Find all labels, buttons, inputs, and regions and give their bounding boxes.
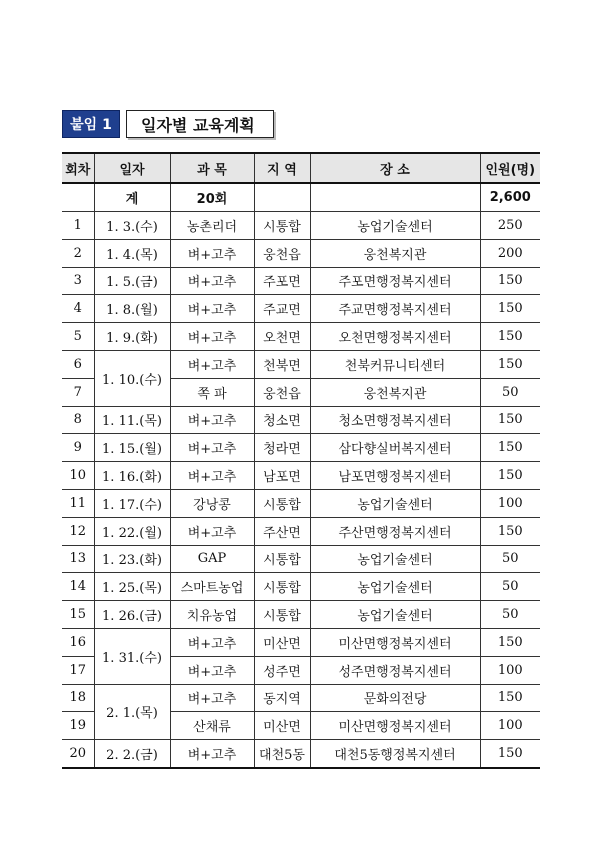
cell-region: 청소면 xyxy=(254,406,310,434)
cell-people: 150 xyxy=(480,434,540,462)
column-header-place: 장 소 xyxy=(310,153,480,183)
cell-region: 미산면 xyxy=(254,712,310,740)
cell-subject: 벼+고추 xyxy=(170,740,254,768)
cell-date: 2. 1.(목) xyxy=(94,684,170,740)
cell-region: 주포면 xyxy=(254,267,310,295)
cell-people: 100 xyxy=(480,656,540,684)
cell-people: 150 xyxy=(480,323,540,351)
table-header-row xyxy=(62,153,540,183)
cell-session-number: 7 xyxy=(62,378,94,406)
cell-people: 50 xyxy=(480,573,540,601)
cell-subject: GAP xyxy=(170,545,254,573)
cell-subject: 벼+고추 xyxy=(170,406,254,434)
total-cell xyxy=(62,183,94,212)
cell-place: 농업기술센터 xyxy=(310,601,480,629)
cell-session-number: 1 xyxy=(62,212,94,240)
table-row xyxy=(62,628,540,656)
cell-place: 남포면행정복지센터 xyxy=(310,462,480,490)
cell-place: 농업기술센터 xyxy=(310,489,480,517)
cell-people: 150 xyxy=(480,350,540,378)
cell-region: 시통합 xyxy=(254,545,310,573)
table-row xyxy=(62,323,540,351)
table-row xyxy=(62,740,540,768)
cell-date: 1. 8.(월) xyxy=(94,295,170,323)
cell-date: 1. 3.(수) xyxy=(94,212,170,240)
table-row xyxy=(62,545,540,573)
cell-people: 150 xyxy=(480,517,540,545)
cell-region: 청라면 xyxy=(254,434,310,462)
cell-subject: 벼+고추 xyxy=(170,656,254,684)
cell-session-number: 8 xyxy=(62,406,94,434)
column-header-date: 일자 xyxy=(94,153,170,183)
cell-place: 주교면행정복지센터 xyxy=(310,295,480,323)
cell-place: 웅천복지관 xyxy=(310,378,480,406)
attachment-badge: 붙임 1 xyxy=(62,110,120,138)
cell-place: 농업기술센터 xyxy=(310,545,480,573)
attachment-header xyxy=(62,110,274,138)
cell-place: 미산면행정복지센터 xyxy=(310,712,480,740)
cell-subject: 벼+고추 xyxy=(170,628,254,656)
cell-subject: 벼+고추 xyxy=(170,462,254,490)
cell-session-number: 17 xyxy=(62,656,94,684)
table-row xyxy=(62,489,540,517)
cell-people: 100 xyxy=(480,712,540,740)
table-row xyxy=(62,462,540,490)
cell-date: 1. 25.(목) xyxy=(94,573,170,601)
cell-session-number: 5 xyxy=(62,323,94,351)
table-row xyxy=(62,406,540,434)
cell-region: 성주면 xyxy=(254,656,310,684)
cell-date: 1. 26.(금) xyxy=(94,601,170,629)
cell-subject: 벼+고추 xyxy=(170,434,254,462)
cell-region: 시통합 xyxy=(254,489,310,517)
cell-region: 오천면 xyxy=(254,323,310,351)
cell-date: 1. 23.(화) xyxy=(94,545,170,573)
cell-place: 주포면행정복지센터 xyxy=(310,267,480,295)
cell-region: 미산면 xyxy=(254,628,310,656)
cell-session-number: 15 xyxy=(62,601,94,629)
cell-place: 웅천복지관 xyxy=(310,239,480,267)
cell-session-number: 2 xyxy=(62,239,94,267)
cell-subject: 농촌리더 xyxy=(170,212,254,240)
cell-date: 2. 2.(금) xyxy=(94,740,170,768)
column-header-session: 회차 xyxy=(62,153,94,183)
cell-session-number: 18 xyxy=(62,684,94,712)
cell-session-number: 14 xyxy=(62,573,94,601)
cell-region: 천북면 xyxy=(254,350,310,378)
cell-date: 1. 15.(월) xyxy=(94,434,170,462)
cell-region: 시통합 xyxy=(254,212,310,240)
cell-region: 주산면 xyxy=(254,517,310,545)
table-row xyxy=(62,434,540,462)
cell-people: 50 xyxy=(480,545,540,573)
column-header-subject: 과 목 xyxy=(170,153,254,183)
cell-session-number: 11 xyxy=(62,489,94,517)
cell-people: 100 xyxy=(480,489,540,517)
cell-people: 50 xyxy=(480,378,540,406)
table-row xyxy=(62,350,540,378)
total-label: 계 xyxy=(94,183,170,212)
cell-region: 웅천읍 xyxy=(254,378,310,406)
cell-place: 농업기술센터 xyxy=(310,212,480,240)
cell-subject: 벼+고추 xyxy=(170,323,254,351)
cell-people: 150 xyxy=(480,295,540,323)
page-title: 일자별 교육계획 xyxy=(126,110,274,138)
table-row xyxy=(62,267,540,295)
cell-date: 1. 31.(수) xyxy=(94,628,170,684)
cell-date: 1. 17.(수) xyxy=(94,489,170,517)
cell-date: 1. 22.(월) xyxy=(94,517,170,545)
table-row xyxy=(62,295,540,323)
cell-region: 주교면 xyxy=(254,295,310,323)
cell-date: 1. 9.(화) xyxy=(94,323,170,351)
cell-subject: 벼+고추 xyxy=(170,517,254,545)
cell-subject: 벼+고추 xyxy=(170,350,254,378)
cell-date: 1. 5.(금) xyxy=(94,267,170,295)
cell-date: 1. 4.(목) xyxy=(94,239,170,267)
cell-region: 대천5동 xyxy=(254,740,310,768)
cell-people: 150 xyxy=(480,628,540,656)
table-row xyxy=(62,212,540,240)
cell-session-number: 20 xyxy=(62,740,94,768)
cell-region: 시통합 xyxy=(254,601,310,629)
cell-place: 성주면행정복지센터 xyxy=(310,656,480,684)
cell-session-number: 16 xyxy=(62,628,94,656)
column-header-region: 지 역 xyxy=(254,153,310,183)
cell-session-number: 13 xyxy=(62,545,94,573)
cell-session-number: 6 xyxy=(62,350,94,378)
cell-place: 청소면행정복지센터 xyxy=(310,406,480,434)
table-row xyxy=(62,517,540,545)
cell-region: 동지역 xyxy=(254,684,310,712)
table-row xyxy=(62,573,540,601)
cell-session-number: 10 xyxy=(62,462,94,490)
cell-people: 150 xyxy=(480,462,540,490)
cell-place: 대천5동행정복지센터 xyxy=(310,740,480,768)
cell-subject: 벼+고추 xyxy=(170,295,254,323)
cell-subject: 산채류 xyxy=(170,712,254,740)
cell-place: 천북커뮤니티센터 xyxy=(310,350,480,378)
cell-place: 주산면행정복지센터 xyxy=(310,517,480,545)
total-place xyxy=(310,183,480,212)
cell-session-number: 9 xyxy=(62,434,94,462)
table-row xyxy=(62,239,540,267)
cell-subject: 스마트농업 xyxy=(170,573,254,601)
cell-subject: 벼+고추 xyxy=(170,239,254,267)
cell-place: 미산면행정복지센터 xyxy=(310,628,480,656)
cell-region: 웅천읍 xyxy=(254,239,310,267)
cell-region: 남포면 xyxy=(254,462,310,490)
cell-subject: 벼+고추 xyxy=(170,684,254,712)
column-header-people: 인원(명) xyxy=(480,153,540,183)
education-schedule-table xyxy=(62,152,540,769)
cell-date: 1. 11.(목) xyxy=(94,406,170,434)
table-row xyxy=(62,684,540,712)
cell-place: 농업기술센터 xyxy=(310,573,480,601)
cell-place: 문화의전당 xyxy=(310,684,480,712)
total-region xyxy=(254,183,310,212)
cell-session-number: 19 xyxy=(62,712,94,740)
total-row xyxy=(62,183,540,212)
cell-place: 삼다향실버복지센터 xyxy=(310,434,480,462)
cell-people: 50 xyxy=(480,601,540,629)
cell-place: 오천면행정복지센터 xyxy=(310,323,480,351)
cell-people: 150 xyxy=(480,740,540,768)
cell-people: 150 xyxy=(480,406,540,434)
cell-subject: 벼+고추 xyxy=(170,267,254,295)
cell-people: 200 xyxy=(480,239,540,267)
cell-session-number: 3 xyxy=(62,267,94,295)
cell-date: 1. 10.(수) xyxy=(94,350,170,406)
cell-people: 150 xyxy=(480,684,540,712)
total-subject: 20회 xyxy=(170,183,254,212)
cell-people: 150 xyxy=(480,267,540,295)
cell-session-number: 4 xyxy=(62,295,94,323)
cell-subject: 강낭콩 xyxy=(170,489,254,517)
cell-people: 250 xyxy=(480,212,540,240)
cell-date: 1. 16.(화) xyxy=(94,462,170,490)
table-row xyxy=(62,601,540,629)
cell-session-number: 12 xyxy=(62,517,94,545)
cell-subject: 쪽 파 xyxy=(170,378,254,406)
total-people: 2,600 xyxy=(480,183,540,212)
cell-region: 시통합 xyxy=(254,573,310,601)
cell-subject: 치유농업 xyxy=(170,601,254,629)
